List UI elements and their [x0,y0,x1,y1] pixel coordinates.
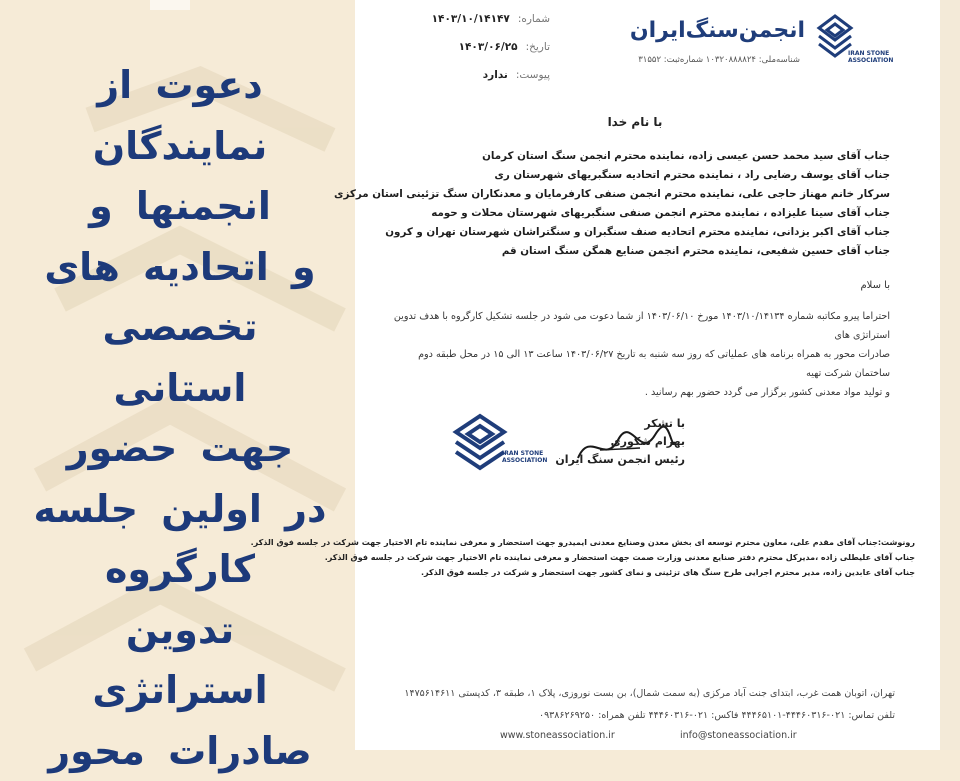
letter-meta [400,12,550,96]
letter-document [355,0,940,750]
body-line: صادرات محور به همراه برنامه های عملیاتی که روز سه شنبه به تاریخ ۱۴۰۳/۰۶/۲۷ ساعت ۱۳ الی ۱۵ در محل طبقه دوم ساختمان شرکت تهیه [385,345,890,383]
letter-date: تاریخ:۱۴۰۳/۰۶/۲۵ [400,40,550,55]
headline-line: صادرات محور [30,721,330,781]
logo-caption: IRAN STONE ASSOCIATION [848,50,908,64]
letter-footer [415,683,895,727]
letter-attachment: پیوست:ندارد [400,68,550,83]
headline-line: دعوت از [30,55,330,116]
association-logo-icon [815,12,855,76]
poster-headline [30,55,330,781]
headline-line: تدوین استراتژی [30,600,330,721]
signature-title: رئیس انجمن سنگ ایران [555,451,685,469]
carbon-copy-list [385,535,915,580]
body-line: و تولید مواد معدنی کشور برگزار می گردد حضور بهم رسانید . [385,383,890,402]
recipient-line: جناب آقای اکبر یزدانی، نماینده محترم اتحادیه صنف سنگبران و سنگتراشان شهرستان تهران و کرون [385,223,890,242]
footer-contacts: تلفن تماس: ۰۲۱-۴۴۴۶۰۳۱۶-۴۴۴۶۵۱۰۱ فاکس: ۰۲۱-۴۴۴۶۰۳۱۶ تلفن همراه: ۰۹۳۸۶۲۶۹۲۵۰ [415,705,895,727]
headline-line: در اولین جلسه [30,479,330,540]
greeting-title: با نام خدا [535,115,735,129]
footer-address: تهران، اتوبان همت غرب، ابتدای جنت آباد مرکزی (به سمت شمال)، بن بست نوروزی، پلاک ۱، طبقه ۳، کدپستی ۱۴۷۵۶۱۴۶۱۱ [415,683,895,705]
signature-closing: با تشکر [555,415,685,433]
recipient-line: جناب آقای حسین شفیعی، نماینده محترم انجمن صنایع همگن سنگ استان قم [385,242,890,261]
headline-line: تخصصی استانی [30,297,330,418]
recipient-line: جناب آقای سید محمد حسن عیسی زاده، نماینده محترم انجمن سنگ استان کرمان [385,147,890,166]
stamp-caption: IRAN STONE ASSOCIATION [502,450,562,464]
signature-name: بهرام شکوری [555,433,685,451]
cc-line: جناب آقای علیطلی زاده ،مدیرکل محترم دفتر صنایع معدنی وزارت صمت جهت استحضار و معرفی نماینده تام الاختیار جهت شرکت در جلسه فوق الذکر. [385,550,915,565]
recipients-list [385,147,890,261]
headline-line: نمایندگان [30,116,330,177]
recipient-line: جناب آقای یوسف رضایی راد ، نماینده محترم اتحادیه سنگبریهای شهرستان ری [385,166,890,185]
letter-body [385,307,890,402]
association-name: انجمن‌سنگ‌ایران [625,18,805,43]
association-stamp-icon [450,410,510,484]
letter-number: شماره:۱۴۰۳/۱۰/۱۴۱۴۷ [400,12,550,27]
signature-block [555,415,685,469]
recipient-line: جناب آقای سینا علیزاده ، نماینده محترم انجمن صنفی سنگبریهای شهرستان محلات و حومه [385,204,890,223]
cc-line: رونوشت:جناب آقای مقدم علی، معاون محترم توسعه ای بخش معدن وصنایع معدنی ایمیدرو جهت استحضار و معرفی نماینده تام الاختیار جهت شرکت در جلسه فوق الذکر. [385,535,915,550]
footer-email: info@stoneassociation.ir [680,730,797,741]
recipient-line: سرکار خانم مهناز حاجی علی، نماینده محترم انجمن صنفی کارفرمایان و معدنکاران سنگ تزئینی استان مرکزی [385,185,890,204]
headline-line: کارگروه [30,539,330,600]
body-line: احتراما پیرو مکاتبه شماره ۱۴۰۳/۱۰/۱۴۱۳۴ مورخ ۱۴۰۳/۰۶/۱۰ از شما دعوت می شود در جلسه تشکیل کارگروه با هدف تدوین استراتژی های [385,307,890,345]
association-ids: شناسه‌ملی: ۱۰۳۲۰۸۸۸۸۲۴ شماره‌ثبت: ۳۱۵۵۲ [600,55,800,65]
cc-line: جناب آقای عابدین زاده، مدیر محترم اجرایی طرح سنگ های تزئینی و نمای کشور جهت استحضار و شرکت در جلسه فوق الذکر. [385,565,915,580]
poster-panel [0,0,355,750]
footer-website: www.stoneassociation.ir [500,730,615,741]
headline-line: جهت حضور [30,418,330,479]
salutation: با سلام [385,280,890,291]
headline-line: انجمنها و [30,176,330,237]
headline-line: و اتحادیه های [30,237,330,298]
right-margin [940,0,960,750]
